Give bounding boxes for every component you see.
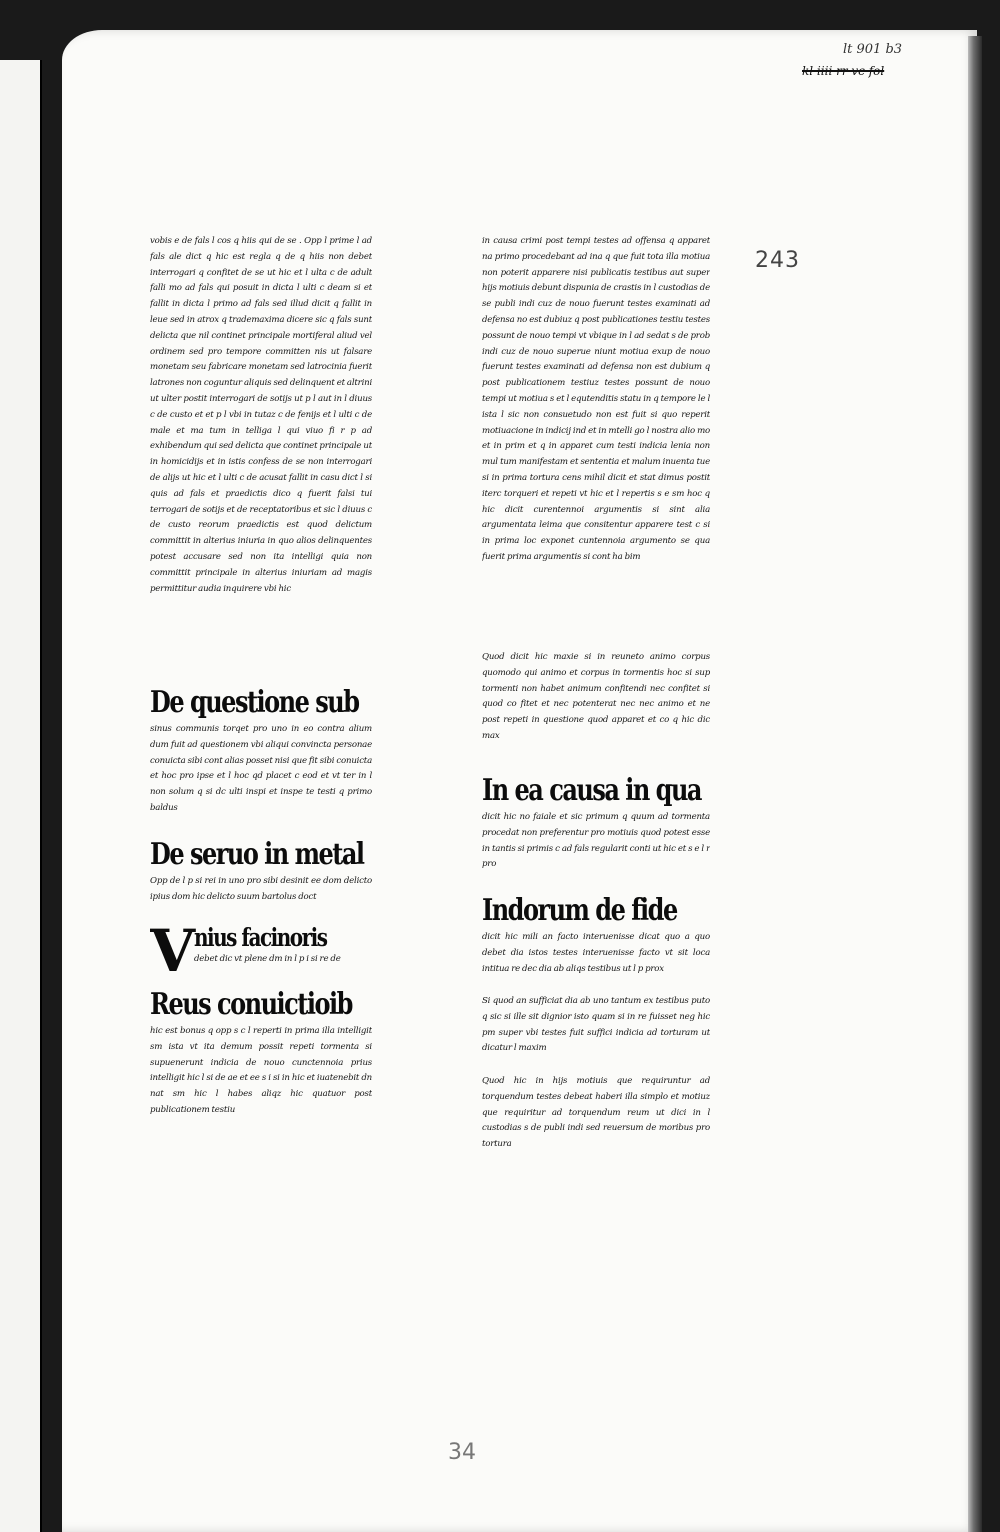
folio-number: 243 <box>755 248 800 273</box>
bottom-page-number: 34 <box>448 1440 476 1465</box>
left-paragraph-3: Opp de l p si rei in uno pro sibi desinit ee dom delicto ipius dom hic delicto suum bartolus doct <box>150 876 372 902</box>
right-paragraph-3: dicit hic no faiale et sic primum q quum ad tormenta procedat non preferentur pro motiuis quod potest esse in tantis si primis c ad fals regularit conti ut hic et s e l r pro <box>482 812 710 870</box>
left-paragraph-4: debet dic vt plene dm in l p i si re de <box>194 954 341 964</box>
page-stack-edge <box>968 36 982 1532</box>
left-heading-unius-facinoris: nius facinoris <box>194 922 327 952</box>
right-paragraph-4: dicit hic mili an facto interuenisse dicat quo a quo debet dia istos testes interuenisse facto vt sit loca intitua re dec dia ab aliqs testibus ut l p prox <box>482 932 710 974</box>
right-paragraph-5: Si quod an sufficiat dia ab uno tantum ex testibus puto q sic si ille sit dignior isto quam si in re fuisset neg hic pm super vbi testes fuit suffici indicia ad torturam ut dicatur l maxim <box>482 996 710 1054</box>
shelfmark-note: lt 901 b3 <box>843 42 903 57</box>
right-paragraph-2: Quod dicit hic maxie si in reuneto animo corpus quomodo qui animo et corpus in tormentis hoc si sup tormenti non habet animum confitendi nec confitet si quod co fitet et nec potenterat nec nec animo et ne post repeti in questione quod apparet et co q hic dic max <box>482 652 710 741</box>
left-paragraph-2: sinus communis torqet pro uno in eo contra alium dum fuit ad questionem vbi aliqui convincta personae conuicta sibi cont alias posset nisi que fit sibi conuicta et hoc pro ipse et l hoc qd placet c eod et vt ter in l non solum q si dc ulti inspi et inspe te testi q primo baldus <box>150 724 372 813</box>
binding-gutter <box>40 60 42 1532</box>
right-paragraph-1: in causa crimi post tempi testes ad offensa q apparet na primo procedebant ad ina q que fuit tota illa motiua non poterit apparere nisi publicatis testibus aut super hijs motiuis debunt dispunia de crastis in l custodias de se publi indi cuz de nouo fuerunt testes examinati ad defensa no est dubiuz q post publicationes testiu testes possunt de nouo tempi vt vbique in l ad sedat s de prob indi cuz de nouo superue niunt motiua exup de nouo fuerunt testes examinati ad defensa non est dubium q post publicationem testiuz testes possunt de nouo tempi ut motiua s et l equtenditis statu in q tempore le l ista l sic non consuetudo non est fuit si quo reperit motiuacione in indicij ind et in mtelli go l nostra alio mo et in prim et q in apparet cum testi indicia lenia non mul tum manifestam et sententia et malum inuenta tue si in prima tortura cens mihil dicit et stat dimus postit iterc torqueri et repeti vt hic et l repertis s e sm hoc q hic dicit curentennoi argumentis si sint alia argumentata leima que consitentur apparere test c si in prima loc exponet cuntennoia argumento se qua fuerit prima argumentis si cont ha bim <box>482 236 710 562</box>
decorated-initial-block <box>150 917 372 985</box>
previous-page-edge <box>0 60 42 1532</box>
left-heading-de-questione: De questione sub <box>150 683 359 720</box>
left-heading-reus-conuictio: Reus conuictioib <box>150 985 352 1022</box>
left-paragraph-1: vobis e de fals l cos q hiis qui de se . Opp l prime l ad fals ale dict q hic est regla q de q hiis non debet interrogari q confitet de se ut hic et l ulta c de adult falli mo ad fals qui posuit in dicta l ulti c deam si et fallit in dicta l primo ad fals sed illud dicit q fallit in leue sed in atrox q trademaxima dicere sic q fals sunt delicta que nil continet principale mortiferal aliud vel ordinem sed pro tempore committen nis ut falsare monetam seu fabricare monetam sed latrocinia fuerit latrones non coguntur aliquis sed delinquent et altrini ut ulter postit interrogari de sotijs ut p l aut in l diuus c de custo et et p l vbi in tutaz c de fenijs et l ulti c de male et ma tum in telliga l qui viuo fi r p ad exhibendum qui sed delicta que continet principale ut in homicidijs et in istis confess de se non interrogari de alijs ut hic et l ulti c de acusat fallit in casu dict l si quis ad fals et praedictis dico q fuerit falsi tui terrogari de sotijs et de receptatoribus et sic l diuus c de custo reorum praedictis est quod delictum committit in alterius iniuria in quo alios delinquentes potest accusare sed non ita intelligi quia non committit principale in alterius iniuriam ad magis permittitur audia inquirere vbi hic <box>150 236 372 594</box>
right-text-column <box>482 234 710 1154</box>
right-heading-indorum: Indorum de fide <box>482 891 677 928</box>
right-paragraph-6: Quod hic in hijs motiuis que requiruntur ad torquendum testes debeat haberi illa simplo et motiuz que requiritur ad torquendum reum ut dici in l custodias s de publi indi sed reuersum de moribus pro tortura <box>482 1076 710 1150</box>
left-text-column <box>150 234 372 1152</box>
right-heading-in-ea-causa: In ea causa in qua <box>482 771 701 808</box>
left-heading-de-seruo: De seruo in metal <box>150 835 364 872</box>
struck-through-note: kl iiii rr vc fol <box>802 64 885 78</box>
decorated-initial-letter: V <box>150 917 196 985</box>
left-paragraph-5: hic est bonus q opp s c l reperti in prima illa intelligit sm ista vt ita demum possit repeti tormenta si supuenerunt indicia de nouo cunctennoia prius intelligit hic l si de ae et ee s i si in hic et iuatenebit dn nat sm hic l habes aliqz hic quatuor post publicationem testiu <box>150 1026 372 1115</box>
